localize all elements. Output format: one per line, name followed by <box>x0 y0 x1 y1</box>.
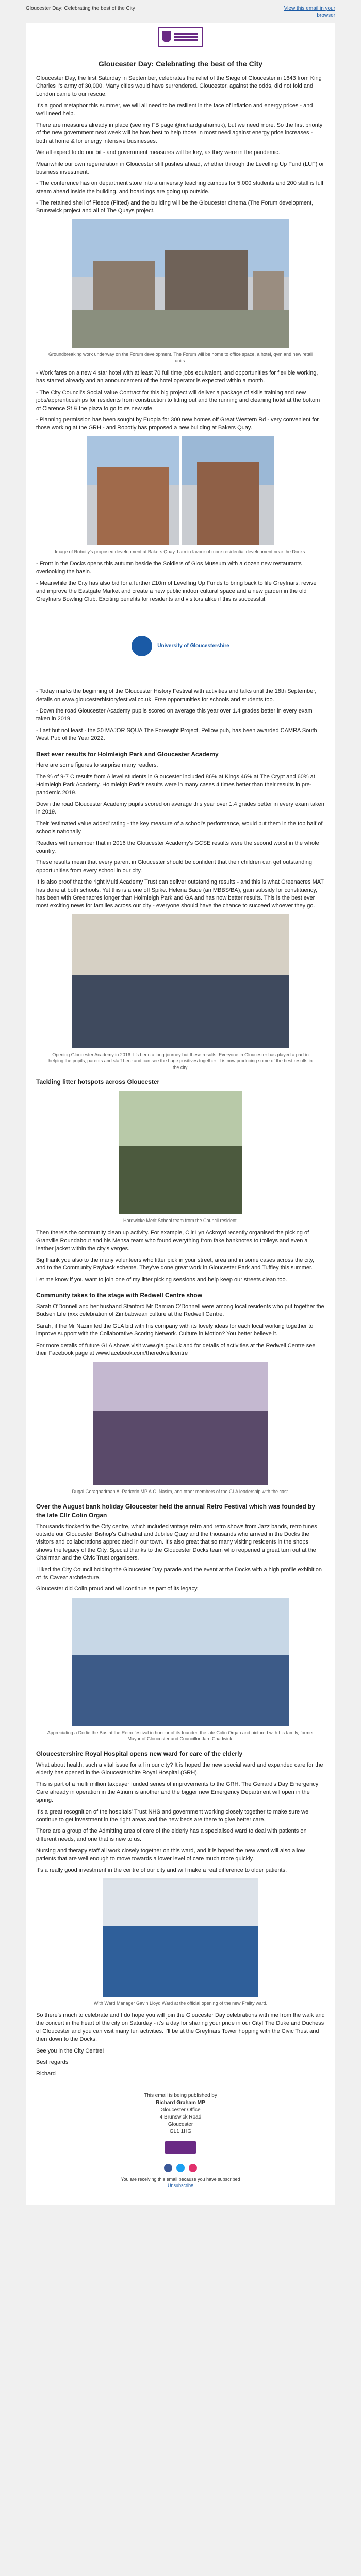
section4-para-5: Readers will remember that in 2016 the Gloucester Academy's GCSE results were the second worst in the whole country. <box>36 840 319 854</box>
view-in-browser-link[interactable]: View this email in your browser <box>284 6 335 19</box>
redwell-centre-photo <box>93 1362 268 1485</box>
university-logo-icon <box>132 636 152 656</box>
signoff-line-2: Best regards <box>36 2059 69 2065</box>
intro-para-4: We all expect to do our bit - and government measures will be key, as they were in the pandemic. <box>36 149 280 156</box>
hospital-ward-caption: With Ward Manager Gavin Lloyd Ward at the official opening of the new Frailty ward. <box>93 2001 268 2006</box>
section5-heading: Tackling litter hotspots across Gloucester <box>36 1078 160 1086</box>
newsletter-title: Gloucester Day: Celebrating the best of the City <box>98 60 263 69</box>
section4-heading: Best ever results for Holmleigh Park and Gloucester Academy <box>36 750 219 758</box>
intro-para-1: Gloucester Day, the first Saturday in September, celebrates the relief of the Siege of Gloucester in 1643 from King Charles I's army of 30,000. Many cities would have surrendered. Gloucester, against the odds, did not fold and London came to our rescue. <box>36 75 322 97</box>
section4-para-2: The % of 9-7 C results from A level students in Gloucester included 86% at Kings 46% at The Crypt and 60% at Holmleigh Park Academy. Holmleigh Park's results were in many cases 4 times better than their results in pre-pandemic 2019. <box>36 773 315 796</box>
footer-line-5: Gloucester <box>168 2121 193 2127</box>
footer-line-7: You are receiving this email because you have subscribed <box>121 2176 240 2182</box>
section4-para-1: Here are some figures to surprise many readers. <box>36 762 158 769</box>
footer-logo-icon <box>165 2141 196 2154</box>
footer-line-2: Richard Graham MP <box>156 2099 205 2106</box>
gloucester-logo-icon <box>158 27 203 47</box>
facebook-icon[interactable] <box>164 2164 172 2172</box>
section8-heading: Gloucestershire Royal Hospital opens new ward for care of the elderly <box>36 1750 243 1757</box>
preheader-text: Gloucester Day: Celebrating the best of the City <box>26 6 135 11</box>
section1-para-2: - The City Council's Social Value Contract for this big project will deliver a package of skills training and new jobs/apprenticeships for residents from construction to fitting out and the running and cleaning hotel at the bottom of Clarence St & the plaza to go to its new site. <box>36 389 320 412</box>
instagram-icon[interactable] <box>189 2164 197 2172</box>
forum-image-caption: Groundbreaking work underway on the Forum development. The Forum will be home to office space, a hotel, gym and new retail units. <box>48 351 313 364</box>
section5-para-1: Then there's the community clean up activity. For example, Cllr Lyn Ackroyd recently organised the picking of Granville Roundabout and his Mensa team who found everything from fake banknotes to trolleys and even a leather jacket within the city's verges. <box>36 1229 309 1252</box>
section8-closing: So there's much to celebrate and I do hope you will join the Gloucester Day celebrations with me from the walk and the concert in the heart of the city on Saturday - it's a day for sharing your pride in our City! The Duke and Duchess of Gloucester and you can visit many fun activities. I'll be at the Greyfriars Tower hopping with the Civic Trust and then down to the Docks. <box>36 2012 325 2043</box>
university-panel: University of Gloucestershire <box>119 607 242 685</box>
section8-para-6: It's a really good investment in the centre of our city and will make a real difference to older patients. <box>36 1867 287 1873</box>
twitter-icon[interactable] <box>176 2164 185 2172</box>
academy-group-photo <box>72 914 289 1048</box>
section3-para-1: - Today marks the beginning of the Gloucester History Festival with activities and talks until the 18th September, details on www.gloucesterhistoryfestival.co.uk. Free opportunities for schools and students too. <box>36 688 317 703</box>
section6-para-2: Sarah, if the Mr Nazim led the GLA bid with his company with its lovely ideas for each local working together to improve support with the Collaborative Scoring Network. Culture in Motion? You better believe it. <box>36 1323 314 1337</box>
section6-heading: Community takes to the stage with Redwell Centre show <box>36 1292 203 1299</box>
section7-para-3: Gloucester did Colin proud and will continue as part of its legacy. <box>36 1586 199 1592</box>
section8-para-3: It's a great recognition of the hospitals' Trust NHS and government working closely together to make sure we continue to get investment in the right areas and the new beds are there to give better care. <box>36 1808 309 1823</box>
section6-para-1: Sarah O'Donnell and her husband Stanford Mr Damian O'Donnell were among local residents who put together the Budsen Life (xxx celebration of Zimbabwean culture at the Redwell Centre. <box>36 1303 324 1318</box>
intro-para-3: There are measures already in place (see my FB page @richardgrahamuk), but we need more. So the first priority of the new government next week will be how best to help those in most need against energy price increases - both at home & for energy intensive businesses. <box>36 122 323 144</box>
signoff-line-1: See you in the City Centre! <box>36 2047 104 2054</box>
redwell-centre-caption: Dugal Goraghadrhan Al-Parkerin MP A.C. Nasim, and other members of the GLA leadership with the cast. <box>72 1489 289 1495</box>
intro-para-2: It's a good metaphor this summer, we will all need to be resilient in the face of inflation and energy prices - and we'll need help. <box>36 103 313 117</box>
footer-line-1: This email is being published by <box>144 2092 217 2098</box>
section7-heading: Over the August bank holiday Gloucester held the annual Retro Festival which was founded by the late Cllr Colin Organ <box>36 1502 315 1519</box>
section7-para-2: I liked the City Council holding the Gloucester Day parade and the event at the Docks with a high profile exhibition of its Caveat architecture. <box>36 1566 322 1581</box>
section8-para-5: Nursing and therapy staff all work closely together on this ward, and it is hoped the new ward will also allow patients that are well enough to move towards a lower level of care much more quickly. <box>36 1848 305 1862</box>
section3-para-3: - Last but not least - the 30 MAJOR SQUA The Foresight Project, Pellow pub, has been awarded CAMRA South West Pub of the Year 2022. <box>36 727 317 742</box>
bakers-quay-images <box>36 436 325 545</box>
intro-para-6: - The conference has on department store into a university teaching campus for 5,000 students and 200 staff is full steam ahead inside the building, and hoardings are going up outside. <box>36 180 323 195</box>
hospital-ward-photo <box>103 1878 258 1997</box>
footer-line-6: GL1 1HG <box>169 2128 192 2134</box>
email-container <box>26 23 335 2205</box>
section3-para-2: - Down the road Gloucester Academy pupils scored on average this year over 1.4 grades better in every exam taken in 2019. <box>36 708 313 722</box>
intro-para-7: - The retained shell of Fleece (Fitted) and the building will be the Gloucester cinema (The Forum development, Brunswick project and all of The Quays project. <box>36 200 314 214</box>
section4-para-7: It is also proof that the right Multi Academy Trust can deliver outstanding results - and this is what Greenacres MAT has done at both schools. Yet this is a one off Spike. Helena Bade (an MBBS/BA), gain subsidy for constituency, has been with Greenacres longer than Holmleigh Park and GA and has now better results. This is the best ever most exciting news for families across our city - everyone should have the chance to succeed whoever they go. <box>36 879 324 909</box>
section8-para-2: This is part of a multi million taxpayer funded series of improvements to the GRH. The Gerrard's Day Emergency Care already in operation in the Atrium is another and the bigger new Emergency Department will open in the spring. <box>36 1781 319 1804</box>
social-links <box>36 2164 325 2172</box>
academy-photo-caption: Opening Gloucester Academy in 2016. It's been a long journey but these results. Everyone in Gloucester has played a part in helping the pupils, parents and staff here and can see the huge positives together. It is now producing some of the best results in the city. <box>48 1052 313 1070</box>
section5-para-2: Big thank you also to the many volunteers who litter pick in your street, area and in some cases across the city, and to the Community Payback scheme. They've done great work in Gloucester Park and Tuffley this summer. <box>36 1257 315 1272</box>
bakers-quay-image-2 <box>182 436 274 545</box>
email-footer <box>36 2082 325 2194</box>
footer-line-3: Gloucester Office <box>160 2107 201 2113</box>
bakers-quay-image-1 <box>87 436 179 545</box>
retro-festival-caption: Appreciating a Dodie the Bus at the Retro festival in honour of its founder, the late Colin Organ and pictured with his family, former Mayor of Gloucester and Councillor Jaro Chadwick. <box>47 1730 314 1742</box>
litter-pick-photo <box>119 1091 242 1214</box>
retro-festival-photo <box>72 1598 289 1726</box>
section4-para-3: Down the road Gloucester Academy pupils scored on average this year over 1.4 grades better in every exam taken in 2019. <box>36 801 324 816</box>
section2-para-2: - Meanwhile the City has also bid for a further £10m of Levelling Up Funds to bring back to life Greyfriars, revive and improve the Eastgate Market and create a new public indoor cultural space and a new garden in the old Greyfriars Bowling Club. Exciting benefits for residents and visitors alike if this is successful. <box>36 580 317 602</box>
signoff-name: Richard <box>36 2071 56 2077</box>
intro-para-5: Meanwhile our own regeneration in Gloucester still pushes ahead, whether through the Levelling Up Fund (LUF) or business investment. <box>36 161 324 175</box>
section8-para-1: What about health, such a vital issue for all in our city? It is hoped the new special ward and expanded care for the elderly has opened in the Gloucestershire Royal Hospital (GRH). <box>36 1761 323 1776</box>
unsubscribe-link[interactable]: Unsubscribe <box>167 2183 194 2189</box>
footer-line-4: 4 Brunswick Road <box>159 2114 202 2120</box>
section5-para-3: Let me know if you want to join one of my litter picking sessions and help keep our streets clean too. <box>36 1276 287 1283</box>
forum-image <box>72 219 289 348</box>
section7-para-1: Thousands flocked to the City centre, which included vintage retro and retro shows from Jazz bands, retro tunes outside our Gloucester Bishop's Cathedral and Jubilee Quay and the thousands who arrived in the Docks the visitors and collaborations appreciated in our town. It's also great that so many visiting residents in the shops shows the legacy of the City. Special thanks to the Gloucester Docks team who reopened a great turn out at the Chairman and the Civic Trust organisers. <box>36 1523 317 1562</box>
section6-para-3: For more details of future GLA shows visit www.gla.gov.uk and for details of activities at the Redwell Centre see their Facebook page at www.facebook.com/theredwellcentre <box>36 1342 316 1357</box>
litter-pick-caption: Hardwicke Merit School team from the Council resident. <box>123 1218 238 1224</box>
section4-para-6: These results mean that every parent in Gloucester should be confident that their children can get outstanding opportunities from every school in our city. <box>36 859 313 874</box>
section1-para-1: - Work fares on a new 4 star hotel with at least 70 full time jobs equivalent, and opportunities for flexible working, has started already and an announcement of the hotel operator is expected within a month. <box>36 370 318 384</box>
preheader <box>26 0 335 23</box>
section8-para-4: There are a group of the Admitting area of care of the elderly has a specialised ward to deal with patients on different needs, and one that is new to us. <box>36 1828 307 1842</box>
section4-para-4: Their 'estimated value added' rating - the key measure of a school's performance, would put them in the top half of schools nationally. <box>36 820 323 835</box>
section2-para-1: - Front in the Docks opens this autumn beside the Soldiers of Glos Museum with a dozen new restaurants overlooking the basin. <box>36 561 302 575</box>
bakers-quay-caption: Image of Robotly's proposed development at Bakers Quay. I am in favour of more residential development near the Docks. <box>55 549 306 554</box>
header-logo <box>26 23 335 52</box>
section1-para-3: - Planning permission has been sought by Euopia for 300 new homes off Great Western Rd - very convenient for those working at the GRH - and Robotly has proposed a new building at Bakers Quay. <box>36 416 319 431</box>
